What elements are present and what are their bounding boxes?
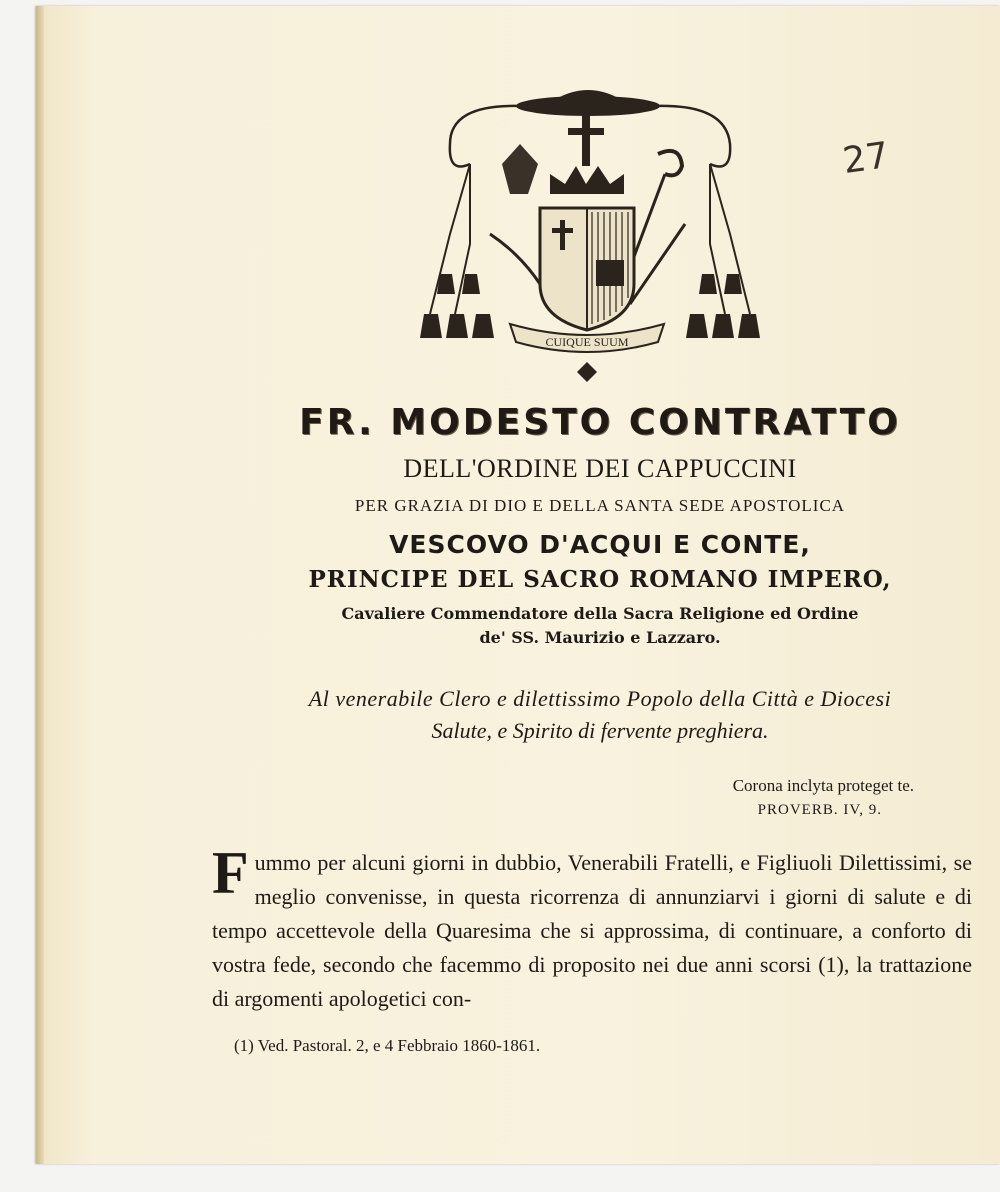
religious-order: DELL'ORDINE DEI CAPPUCCINI xyxy=(403,454,797,483)
greeting-line-2: Salute, e Spirito di fervente preghiera. xyxy=(431,718,769,743)
epigraph-source: PROVERB. IV, 9. xyxy=(757,802,882,818)
crest-motto: CUIQUE SUUM xyxy=(545,335,629,349)
greeting-line-1: Al venerabile Clero e dilettissimo Popolo della Città e Diocesi xyxy=(308,686,892,711)
epigraph-quote: Corona inclyta proteget te. xyxy=(732,776,914,795)
bishop-title: VESCOVO D'ACQUI E CONTE, xyxy=(389,530,811,559)
page-left-edge xyxy=(36,6,44,1164)
drop-cap: F xyxy=(212,840,249,906)
knight-title-line-2: de' SS. Maurizio e Lazzaro. xyxy=(479,628,721,647)
knight-title-line-1: Cavaliere Commendatore della Sacra Religione ed Ordine xyxy=(341,604,859,623)
letter-body xyxy=(212,840,972,1016)
body-paragraph: ummo per alcuni giorni in dubbio, Venerabili Fratelli, e Figliuoli Dilettissimi, se meglio convenisse, in questa ricorrenza di annunziarvi i giorni di salute e di tempo accettevole della Quaresima che si approssima, di continuare, a conforto di vostra fede, secondo che facemmo di proposito nei due anni scorsi (1), la trattazione di argomenti apologetici con- xyxy=(212,850,972,1011)
episcopal-coat-of-arms xyxy=(410,84,770,394)
bishop-name: FR. MODESTO CONTRATTO xyxy=(299,402,901,443)
footnote: (1) Ved. Pastoral. 2, e 4 Febbraio 1860-1861. xyxy=(234,1036,541,1055)
prince-title: PRINCIPE DEL SACRO ROMANO IMPERO, xyxy=(308,566,892,593)
by-grace-line: PER GRAZIA DI DIO E DELLA SANTA SEDE APOSTOLICA xyxy=(354,496,846,515)
handwritten-page-number: 27 xyxy=(840,135,892,182)
